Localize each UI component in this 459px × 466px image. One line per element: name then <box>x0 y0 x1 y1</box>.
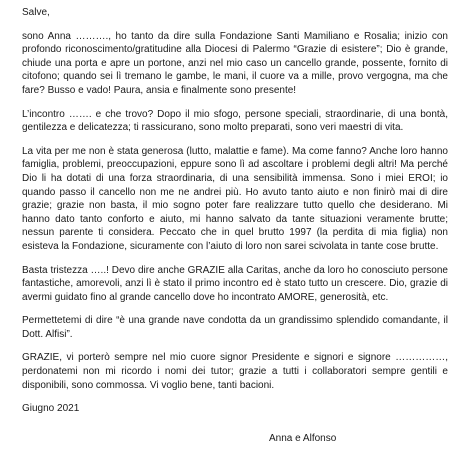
letter-paragraph-3: La vita per me non è stata generosa (lutto, malattie e fame). Ma come fanno? Anche loro hanno famiglia, problemi, preoccupazioni, eppure sono lì ad ascoltare i problemi degli altri! Ma perché Dio li ha dotati di una forza straordinaria, di una sensibilità immensa. Sono i miei EROI; io quando passo il cancello non me ne andrei più. Ho avuto tanto aiuto e non finirò mai di dire grazie; grazie non basta, il mio sogno poter fare realizzare tutto quello che desiderano. Mi hanno dato tanto conforto e aiuto, mi hanno salvato da tante situazioni veramente brutte; nessun parente ti considera. Peccato che in quel brutto 1997 (la perdita di mia figlia) non esisteva la Fondazione, sicuramente con l’aiuto di loro non sarei scivolata in tante cose brutte. <box>22 145 448 252</box>
letter-paragraph-6: GRAZIE, vi porterò sempre nel mio cuore signor Presidente e signori e signore ……………, perdonatemi non mi ricordo i nomi dei tutor; grazie a tutti i collaboratori sempre gentili e disponibili, sono commossa. Vi voglio bene, tanti bacioni. <box>22 352 448 391</box>
letter-date: Giugno 2021 <box>22 403 80 415</box>
letter-paragraph-4: Basta tristezza …..! Devo dire anche GRAZIE alla Caritas, anche da loro ho conosciuto persone fantastiche, amorevoli, anzi lì è stato il primo incontro ed è stato tutto un crescere. Dio, grazie di avermi guidato fino al grande cancello dove ho incontrato AMORE, generosità, etc. <box>22 264 448 303</box>
letter-body <box>22 6 448 426</box>
letter-paragraph-2: L’incontro ……. e che trovo? Dopo il mio sfogo, persone speciali, straordinarie, di una bontà, gentilezza e delicatezza; ti rassicurano, sono molto preparati, sono veri maestri di vita. <box>22 108 448 134</box>
letter-paragraph-1: sono Anna ………., ho tanto da dire sulla Fondazione Santi Mamiliano e Rosalia; inizio con profondo riconoscimento/gratitudine alla Diocesi di Palermo “Grazie di esistere”; Dio è grande, chiude una porta e apre un portone, anzi nel mio caso un cancello grande, possente, fornito di citofono; quando sei lì tremano le gambe, le mani, il cuore va a mille, provo vergogna, ma che fare? Busso e vado! Paura, ansia e finalmente sono presente! <box>22 30 448 96</box>
letter-signature: Anna e Alfonso <box>269 433 337 444</box>
letter-greeting: Salve, <box>22 7 50 18</box>
letter-paragraph-5: Permettetemi di dire “è una grande nave condotta da un grandissimo splendido comandante, il Dott. Alfisi”. <box>22 315 448 340</box>
